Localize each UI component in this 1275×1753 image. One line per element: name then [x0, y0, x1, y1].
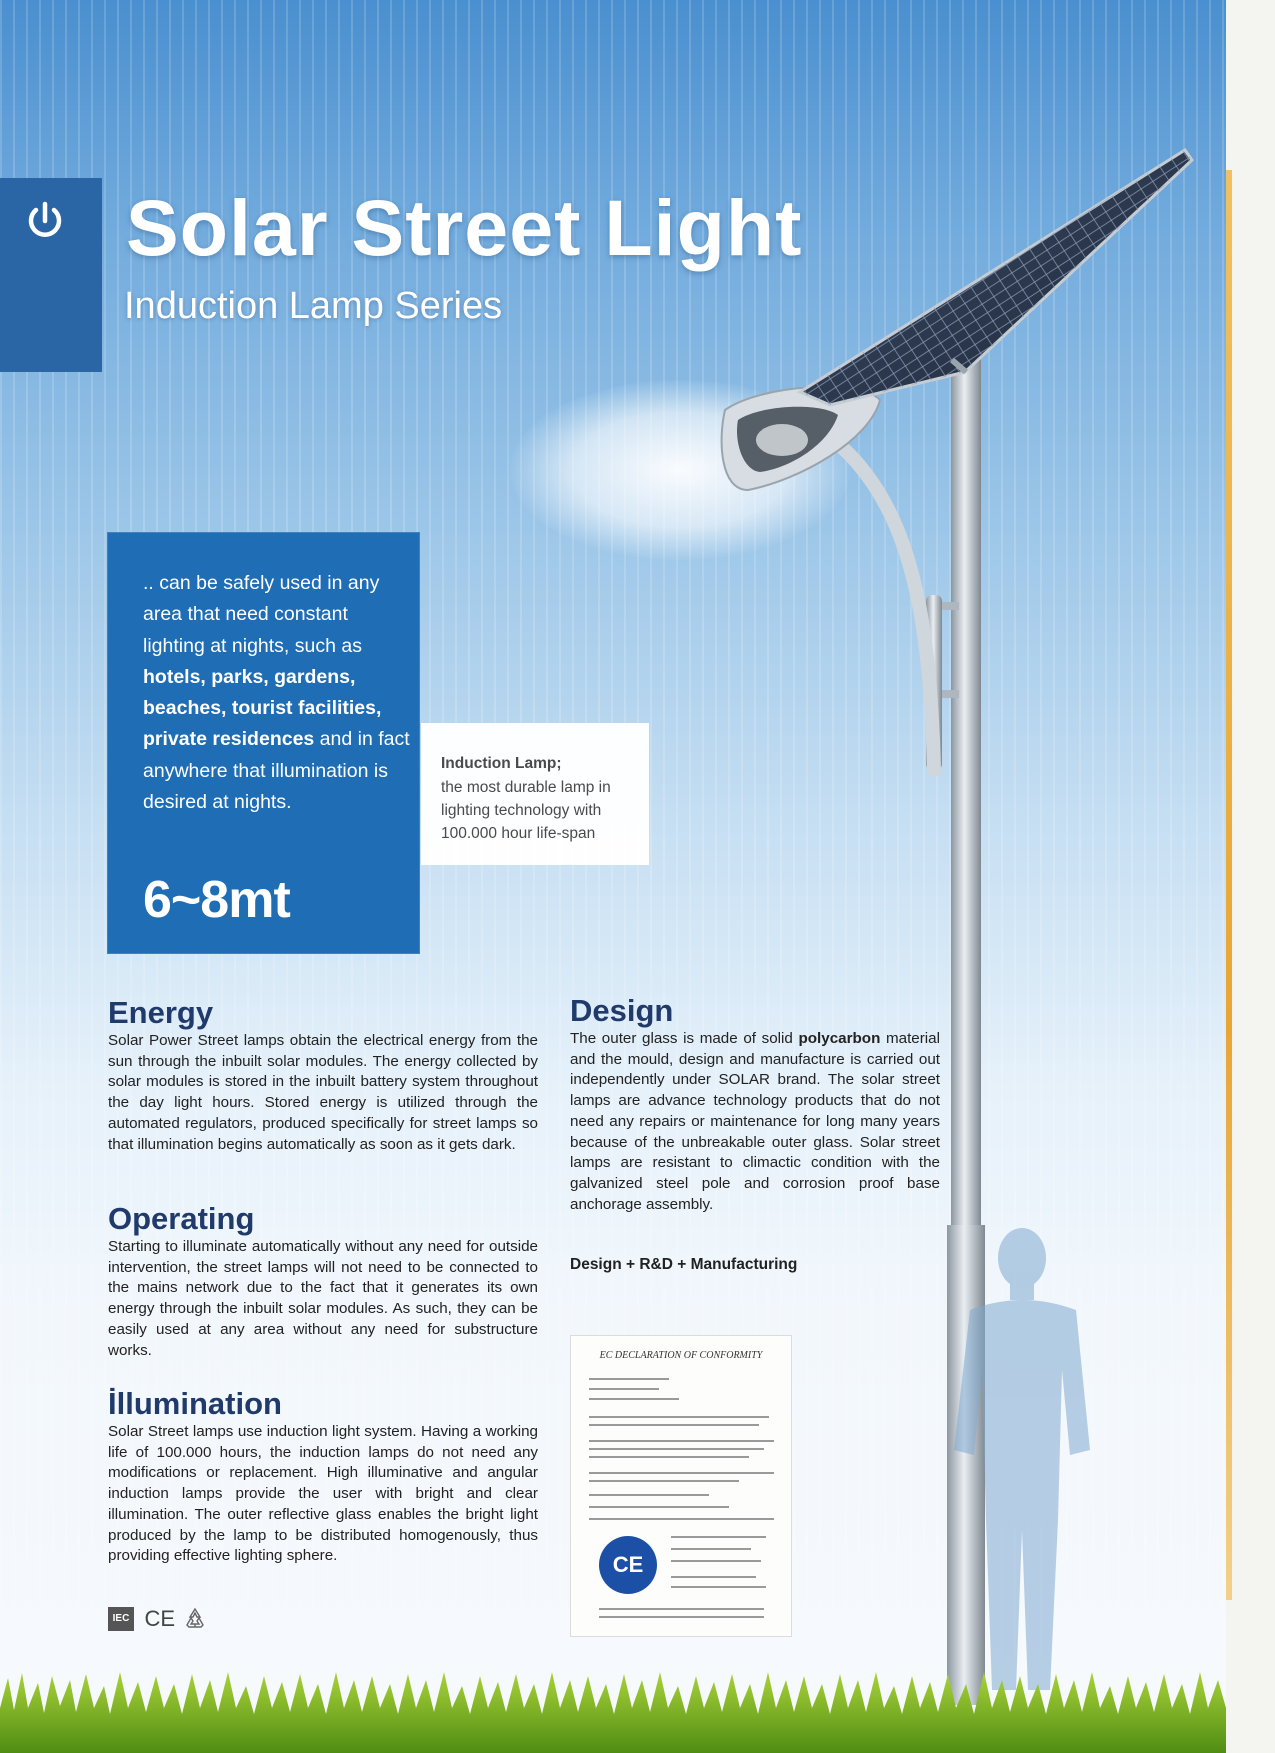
section-text: [570, 1029, 940, 1215]
section-text: Starting to illuminate automatically without any need for outside intervention, the street lamps will not need to be connected to the mains network due to the fact that it generates its own energy through the inbuilt solar modules. As such, they can be easily used at any area without any need for substructure works.: [108, 1238, 538, 1359]
design-text: material and the mould, design and manufacture is carried out independently under SOLAR brand. The solar street lamps are advance technology products that do not need any repairs or maintenance for long many years because of the unbreakable outer glass. Solar street lamps are resistant to climactic condition with the galvanized steel pole and corrosion proof base anchorage assembly.: [570, 1030, 940, 1213]
intro-text: [143, 568, 411, 818]
intro-box: [107, 532, 420, 954]
section-heading: Design: [570, 993, 674, 1028]
section-design: [570, 993, 940, 1215]
section-operating: [108, 1201, 538, 1361]
certificate-text-line: [599, 1608, 764, 1610]
certificate-title: EC DECLARATION OF CONFORMITY: [599, 1350, 763, 1361]
certificate-text-line: [671, 1560, 761, 1562]
section-heading: Operating: [108, 1201, 255, 1236]
section-text: Solar Power Street lamps obtain the electrical energy from the sun through the inbuilt solar modules. The energy collected by solar modules is stored in the inbuilt battery system throughout the day light hours. Stored energy is utilized through the automated regulators, produced specifically for street lamps so that illumination begins automatically as soon as it gets dark.: [108, 1032, 538, 1153]
section-heading: İllumination: [108, 1386, 282, 1421]
certificate-text-line: [589, 1440, 774, 1442]
certificate-text-line: [589, 1448, 764, 1450]
lamp-note-text: the most durable lamp in lighting technology with 100.000 hour life-span: [441, 779, 611, 842]
intro-part: and in fact anywhere that illumination is desired at nights.: [143, 728, 410, 814]
design-text: The outer glass is made of solid: [570, 1030, 799, 1047]
slogan: Design + R&D + Manufacturing: [570, 1256, 798, 1273]
certification-logos: [108, 1606, 207, 1632]
certificate-text-line: [671, 1586, 766, 1588]
certificate-text-line: [589, 1456, 749, 1458]
certificate-text-line: [599, 1616, 764, 1618]
page-title: Solar Street Light: [126, 183, 803, 272]
page-subtitle: Induction Lamp Series: [124, 285, 503, 327]
section-text: Solar Street lamps use induction light system. Having a working life of 100.000 hours, the induction lamps do not need any modifications or replacement. High illuminative and angular induction lamps provide the user with bright and clear illumination. The outer reflective glass enables the bright light produced by the lamp to be distributed homogenously, thus providing effective lighting sphere.: [108, 1423, 538, 1565]
ce-declaration-certificate: [570, 1335, 792, 1637]
certificate-text-line: [589, 1518, 774, 1520]
certificate-text-line: [589, 1398, 679, 1400]
ce-logo: CE: [144, 1606, 176, 1631]
recycle-icon: [183, 1607, 207, 1631]
certificate-text-line: [589, 1472, 774, 1474]
intro-part: .. can be safely used in any area that need constant lighting at nights, such as: [143, 572, 380, 657]
certificate-text-line: [671, 1576, 756, 1578]
certificate-text-line: [589, 1494, 709, 1496]
grass-illustration: [0, 1668, 1226, 1753]
iec-logo: IEC: [108, 1607, 134, 1631]
section-heading: Energy: [108, 995, 214, 1030]
person-silhouette: [930, 1220, 1110, 1690]
certificate-text-line: [589, 1416, 769, 1418]
section-illumination: [108, 1386, 538, 1567]
section-energy: [108, 995, 538, 1155]
intro-part-bold: hotels, parks, gardens, beaches, tourist facilities, private residences: [143, 665, 382, 751]
power-icon: [24, 200, 66, 242]
lamp-note-title: Induction Lamp;: [441, 755, 562, 772]
lamp-note: [421, 723, 649, 865]
certificate-text-line: [671, 1548, 751, 1550]
page-margin: [1226, 0, 1275, 1753]
certificate-text-line: [589, 1480, 739, 1482]
certificate-text-line: [671, 1536, 766, 1538]
certificate-text-line: [589, 1424, 759, 1426]
ce-mark-text: CE: [612, 1552, 644, 1577]
design-text-bold: polycarbon: [798, 1030, 881, 1047]
certificate-text-line: [589, 1378, 669, 1380]
ce-mark-badge: [599, 1536, 657, 1594]
certificate-text-line: [589, 1388, 659, 1390]
next-page-edge: [1226, 170, 1232, 1600]
pole-height: 6~8mt: [143, 871, 290, 929]
certificate-text-line: [589, 1506, 729, 1508]
